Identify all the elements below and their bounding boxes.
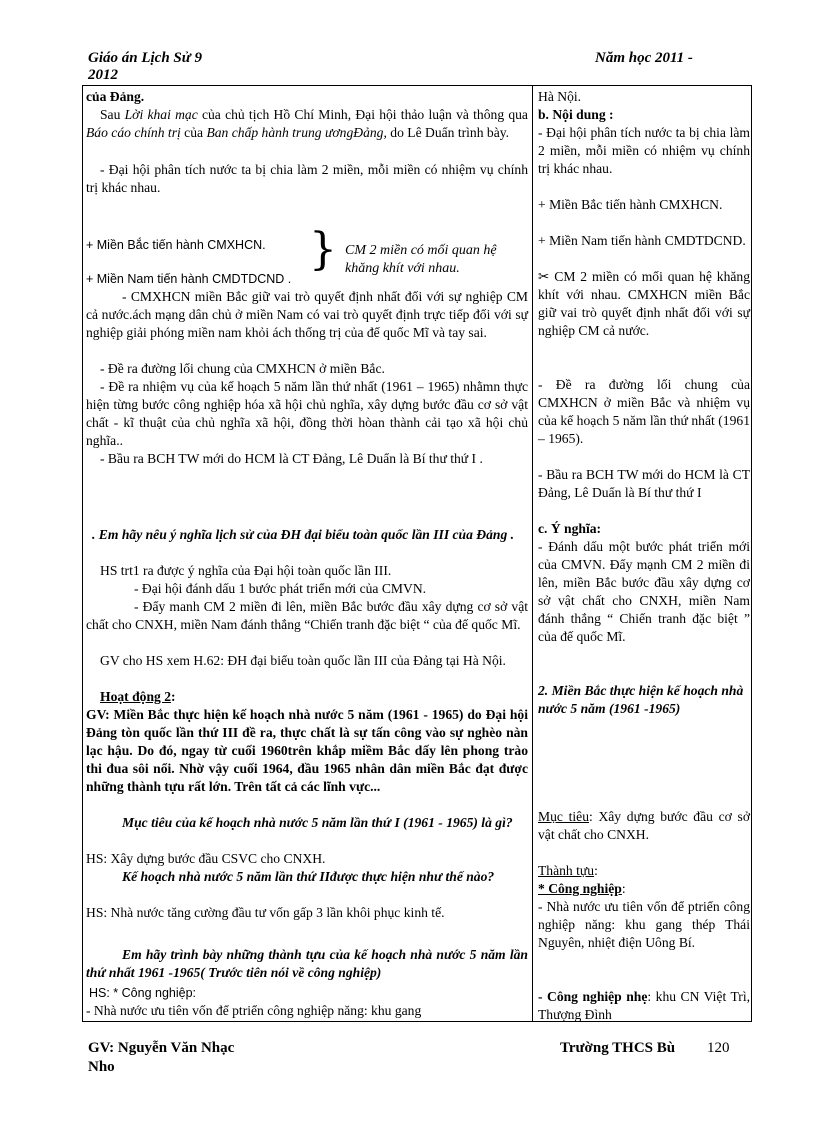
left-paragraph-1: Sau Lời khai mạc của chủ tịch Hồ Chí Minh, Đại hội thảo luận và thông qua Báo cáo chính trị của Ban chấp hành trung ươngĐảng, do Lê Duẩn trình bày. [86, 107, 528, 140]
page-number: 120 [707, 1040, 730, 1056]
right-content-line: - Đề ra đường lối chung của CMXHCN ở miền Bắc và nhiệm vụ của kế hoạch 5 năm lần thứ nhất (1961 – 1965). [538, 377, 750, 446]
section-c-heading: c. Ý nghĩa: [538, 521, 602, 536]
teacher-intro-2: GV: Miền Bắc thực hiện kế hoạch nhà nước 5 năm (1961 - 1965) do Đại hội Đảng tòn quốc lần thứ III đề ra, thực chất là sự tấn công vào sự nghèo nàn lạc hậu. Do đó, ngay từ cuối 1960trên khắp miềm Bắc dấy lên phong trào thi đua sôi nổi. Nhờ vậy cuối 1964, đầu 1965 nhân dân miền Bắc đạt được những thành tựu rất lớn. Trên tất cả các lĩnh vực... [86, 707, 528, 794]
right-significance: - Đánh dấu một bước phát triển mới của CMVN. Đẩy mạnh CM 2 miền đi lên, miền Bắc bước đầu xây dựng cơ sở vật chất cho CNXH, miền Nam đánh thắng “ Chiến tranh đặc biệt ” của đế quốc Mĩ. [538, 539, 750, 644]
question-1: . Em hãy nêu ý nghĩa lịch sử của ĐH đại biểu toàn quốc lần III của Đảng . [92, 527, 515, 542]
activity-2-heading: Hoạt động 2: [100, 689, 176, 704]
column-divider [532, 86, 533, 1021]
diagram-south: + Miền Nam tiến hành CMDTDCND . [86, 272, 292, 286]
footer-school: Trường THCS Bù [560, 1040, 676, 1056]
answer-1-point-2: - Đẩy manh CM 2 miền đi lên, miền Bắc bước đầu xây dựng cơ sở vật chất cho CNXH, miền Nam đánh thắng “Chiến tranh đặc biệt “ của đế quốc Mĩ. [86, 599, 528, 632]
answer-1: HS trt1 ra được ý nghĩa của Đại hội toàn quốc lần III. [100, 563, 392, 578]
left-paragraph-3: - CMXHCN miền Bắc giữ vai trò quyết định nhất đối với sự nghiệp CM cả nước.ách mạng dân chủ ở miền Nam có vai trò quyết định trực tiếp đối với sự nghiệp giải phóng miền nam khỏi ách thống trị của đế quốc Mĩ và tay sai. [86, 289, 528, 340]
question-2: Mục tiêu của kế hoạch nhà nước 5 năm lần thứ I (1961 - 1965) là gì? [122, 815, 513, 830]
left-paragraph-4: - Đề ra đường lối chung của CMXHCN ở miền Bắc. [100, 361, 385, 376]
answer-3: HS: Nhà nước tăng cường đầu tư vốn gấp 3 lần khôi phục kinh tế. [86, 905, 445, 920]
section-b-heading: b. Nội dung : [538, 107, 614, 122]
header-school-year: Năm học 2011 - [595, 50, 693, 66]
diagram-north: + Miền Bắc tiến hành CMXHCN. [86, 238, 266, 252]
lesson-table [82, 85, 752, 1022]
question-4: Em hãy trình bày những thành tựu của kế hoạch nhà nước 5 năm lần thứ nhất 1961 -1965( Trước tiên nói về công nghiệp) [86, 947, 528, 980]
left-paragraph-2: - Đại hội phân tích nước ta bị chia làm 2 miền, mỗi miền có nhiệm vụ chính trị khác nhau. [86, 162, 528, 195]
footer-teacher: GV: Nguyễn Văn Nhạc [88, 1040, 235, 1056]
footer-teacher-cont: Nho [88, 1059, 115, 1075]
question-3: Kế hoạch nhà nước 5 năm lần thứ IIđược thực hiện như thế nào? [122, 869, 495, 884]
header-subject: Giáo án Lịch Sử 9 [88, 50, 203, 66]
right-hanoi: Hà Nội. [538, 89, 582, 104]
left-paragraph-6: - Bầu ra BCH TW mới do HCM là CT Đảng, Lê Duẩn là Bí thư thứ I . [100, 451, 483, 466]
answer-4-point-1: - Nhà nước ưu tiên vốn để ptriển công nghiệp năng: khu gang [86, 1003, 422, 1018]
right-goal: Mục tiêu: Xây dựng bước đầu cơ sở vật chất cho CNXH. [538, 809, 751, 842]
right-content-north: + Miền Bắc tiến hành CMXHCN. [538, 197, 723, 212]
achievements-heading: Thành tựu: [538, 863, 598, 878]
right-content-1: - Đại hội phân tích nước ta bị chia làm 2 miền, mỗi miền có nhiệm vụ chính trị khác nhau. [538, 125, 750, 176]
answer-1-point-1: - Đại hội đánh dấu 1 bước phát triển mới của CMVN. [134, 581, 427, 596]
right-heavy-industry: - Nhà nước ưu tiên vốn để ptriển công nghiệp năng: khu gang thép Thái Nguyên, nhiệt điện Uông Bí. [538, 899, 750, 950]
right-content-relation: ✂ CM 2 miền có mối quan hệ khăng khít với nhau. CMXHCN miền Bắc giữ vai trò quyết định nhất đối với sự nghiệp CM cả nước. [538, 269, 750, 338]
left-title-end: của Đảng. [86, 89, 145, 104]
industry-heading: * Công nghiệp: [538, 881, 626, 896]
diagram-brace: } [309, 224, 337, 275]
section-2-heading: 2. Miền Bắc thực hiện kế hoạch nhà nước 5 năm (1961 -1965) [538, 683, 744, 716]
header-year-end: 2012 [88, 67, 118, 83]
left-paragraph-5: - Đề ra nhiệm vụ của kế hoạch 5 năm lần thứ nhất (1961 – 1965) nhằmn thực hiện từng bước công nghiệp hóa xã hội chủ nghĩa, xây dựng bước đầu cơ sở vật chất - kĩ thuật của chủ nghĩa xã hội, đồng thời hòan thành cải tạo xã hội chủ nghĩa.. [86, 379, 528, 448]
right-light-industry: - Công nghiệp nhẹ: khu CN Việt Trì, Thượng Đình [538, 989, 750, 1022]
diagram-note: CM 2 miền có mối quan hệ khăng khít với nhau. [345, 243, 497, 276]
right-content-south: + Miền Nam tiến hành CMDTDCND. [538, 233, 746, 248]
scissors-icon: ✂ [538, 269, 550, 284]
teacher-note-1: GV cho HS xem H.62: ĐH đại biểu toàn quốc lần III của Đảng tại Hà Nội. [100, 653, 506, 668]
answer-2: HS: Xây dựng bước đầu CSVC cho CNXH. [86, 851, 326, 866]
answer-4: HS: * Công nghiệp: [89, 986, 197, 1000]
right-content-bch: - Bầu ra BCH TW mới do HCM là CT Đảng, Lê Duẩn là Bí thư thứ I [538, 467, 750, 500]
